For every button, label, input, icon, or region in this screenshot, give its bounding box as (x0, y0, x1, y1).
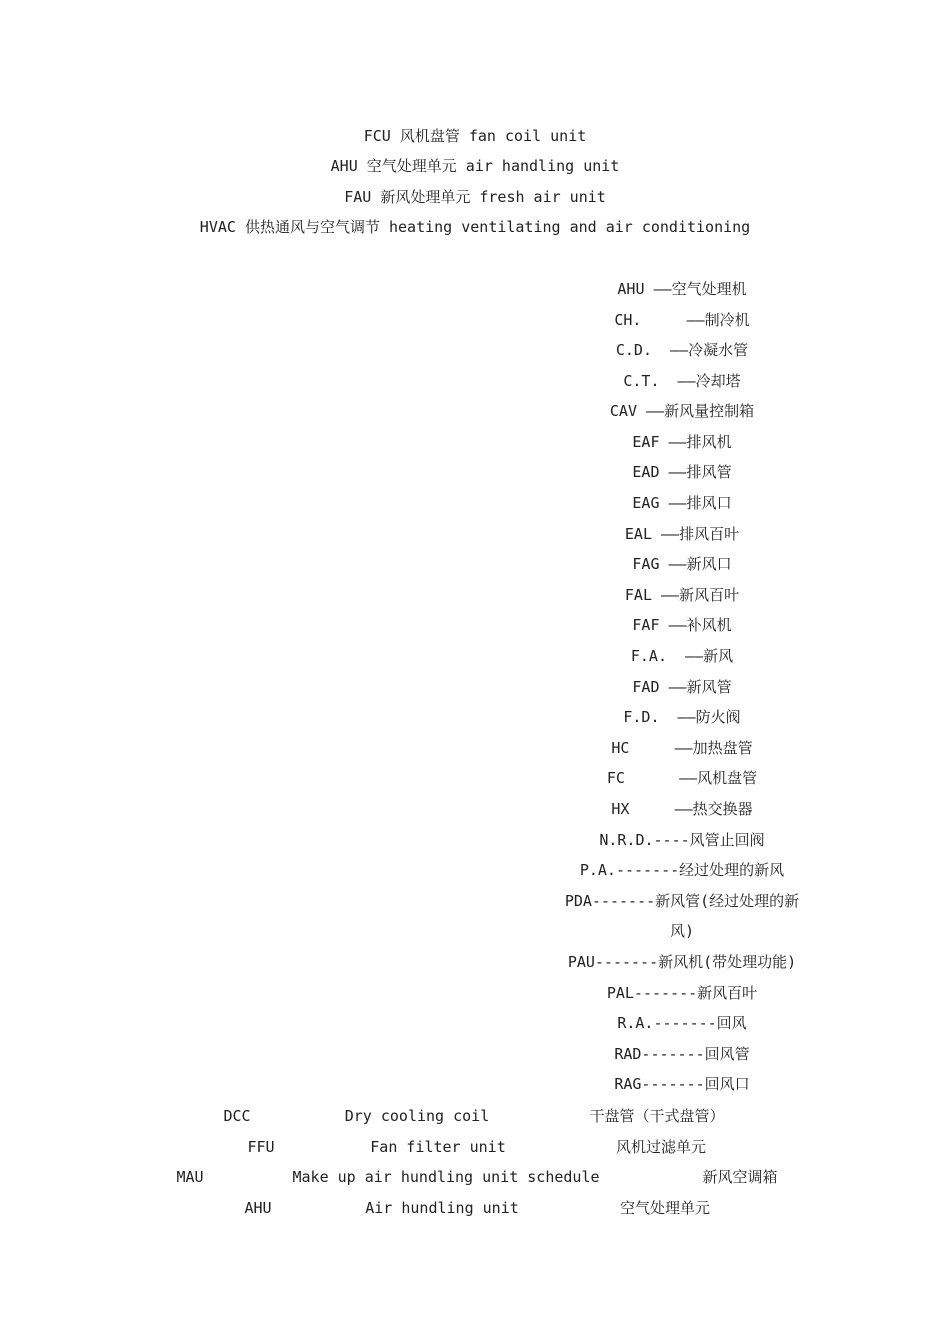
abbrev-line: PDA-------新风管(经过处理的新 (564, 892, 800, 910)
abbrev-line: HX ——热交换器 (611, 800, 753, 818)
row-english: Make up air hundling unit schedule (292, 1168, 600, 1186)
abbrev-line: CAV ——新风量控制箱 (609, 402, 755, 420)
abbrev-line: F.D. ——防火阀 (623, 708, 741, 726)
abbrev-line: C.D. ——冷凝水管 (615, 341, 749, 359)
abbrev-line: AHU ——空气处理机 (617, 280, 747, 298)
abbrev-line: RAD-------回风管 (614, 1045, 750, 1063)
abbrev-line: N.R.D.----风管止回阀 (599, 831, 765, 849)
abbrev-line: R.A.-------回风 (617, 1014, 747, 1032)
abbrev-line: 风) (669, 922, 695, 940)
abbrev-line: RAG-------回风口 (614, 1075, 750, 1093)
row-english: Air hundling unit (365, 1199, 519, 1217)
abbrev-line: EAD ——排风管 (632, 463, 732, 481)
abbrev-line: FC ——风机盘管 (606, 769, 758, 787)
abbrev-line: FAL ——新风百叶 (624, 586, 740, 604)
abbrev-line: P.A.-------经过处理的新风 (579, 861, 785, 879)
abbrev-line: PAU-------新风机(带处理功能) (567, 953, 797, 971)
abbrev-line: FAF ——补风机 (632, 616, 732, 634)
row-abbr: DCC (223, 1107, 251, 1125)
abbrev-line: FAG ——新风口 (632, 555, 732, 573)
row-chinese: 空气处理单元 (619, 1199, 711, 1217)
abbrev-line: FAD ——新风管 (632, 678, 732, 696)
header-line: HVAC 供热通风与空气调节 heating ventilating and air conditioning (199, 218, 751, 236)
row-chinese: 干盘管（干式盘管） (589, 1107, 725, 1125)
abbrev-line: EAG ——排风口 (632, 494, 732, 512)
abbrev-line: C.T. ——冷却塔 (623, 372, 741, 390)
row-abbr: FFU (247, 1138, 275, 1156)
abbrev-line: CH. ——制冷机 (614, 311, 750, 329)
row-chinese: 风机过滤单元 (615, 1138, 707, 1156)
abbrev-line: EAL ——排风百叶 (624, 525, 740, 543)
abbrev-line: HC ——加热盘管 (611, 739, 753, 757)
header-line: FAU 新风处理单元 fresh air unit (344, 188, 606, 206)
row-abbr: MAU (176, 1168, 204, 1186)
row-chinese: 新风空调箱 (702, 1168, 778, 1186)
header-line: FCU 风机盘管 fan coil unit (363, 127, 587, 145)
header-line: AHU 空气处理单元 air handling unit (330, 157, 620, 175)
abbrev-line: F.A. ——新风 (630, 647, 734, 665)
row-abbr: AHU (244, 1199, 272, 1217)
row-english: Fan filter unit (370, 1138, 506, 1156)
row-english: Dry cooling coil (344, 1107, 490, 1125)
abbrev-line: PAL-------新风百叶 (606, 984, 758, 1002)
abbrev-line: EAF ——排风机 (632, 433, 732, 451)
